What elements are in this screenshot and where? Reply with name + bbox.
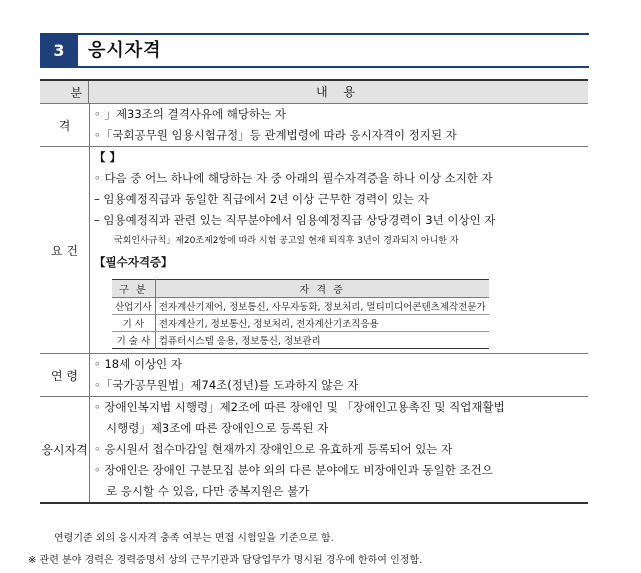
requirements-line-6: 【필수자격증】 — [94, 255, 173, 269]
note-experience: ※ 관련 분야 경력은 경력증명서 상의 근무기관과 담당업무가 명시된 경우에 한하여 인정함. — [28, 555, 423, 566]
requirements-line-3: – 임용예정직급과 동일한 직급에서 2년 이상 근무한 경력이 있는 자 — [94, 192, 429, 206]
eligibility-line-3: ◦ 응시원서 접수마감일 현재까지 장애인으로 유효하게 등록되어 있는 자 — [94, 442, 453, 456]
eligibility-table — [40, 79, 588, 504]
row-label-requirements: 요 건 — [40, 147, 90, 353]
license-header-license: 자 격 증 — [155, 280, 489, 298]
requirements-line-4: – 임용예정직과 관련 있는 직무분야에서 임용예정직급 상당경력이 3년 이상인 자 — [94, 213, 496, 227]
eligibility-line-5: 로 응시할 수 있음, 다만 중복지원은 불가 — [106, 484, 310, 498]
eligibility-line-4: ◦ 장애인은 장애인 구분모집 분야 외의 다른 분야에도 비장애인과 동일한 조건으 — [94, 463, 493, 477]
eligibility-line-2: 시행령」제3조에 따른 장애인으로 등록된 자 — [106, 421, 329, 435]
section-title: 응시자격 — [88, 40, 162, 61]
table-header-row — [40, 81, 588, 104]
header-category: 분 — [40, 81, 89, 103]
table-row — [112, 332, 489, 349]
note-age-basis: 연령기준 외의 응시자격 충족 여부는 면접 시험일을 기준으로 함. — [54, 533, 334, 544]
table-row — [112, 315, 489, 332]
row-requirements — [40, 147, 588, 354]
eligibility-line-1: ◦ 장애인복지법 시행령」제2조에 따른 장애인 및 「장애인고용촉진 및 직업재활법 — [94, 400, 505, 414]
license-table — [112, 279, 489, 349]
license-category: 기 사 — [112, 315, 155, 332]
license-header-category: 구 분 — [112, 280, 155, 298]
row-eligibility — [40, 397, 588, 502]
license-list: 컴퓨터시스템 응용, 정보통신, 정보관리 — [158, 336, 321, 347]
license-category: 산업기사 — [112, 298, 155, 315]
section-number: 3 — [40, 35, 78, 66]
qualification-line-2: ◦「국회공무원 임용시험규정」등 관계법령에 따라 응시자격이 정지된 자 — [94, 128, 457, 142]
row-qualification — [40, 104, 588, 147]
requirements-line-5: 국회인사규칙」제20조제2항에 따라 시험 공고일 현재 퇴직후 3년이 경과되지 아니한 자 — [114, 236, 459, 246]
license-list: 전자계산기, 정보통신, 정보처리, 전자계산기조직응용 — [155, 315, 489, 332]
age-line-2: ◦「국가공무원법」제74조(정년)를 도과하지 않은 자 — [94, 378, 359, 392]
requirements-line-1: 【 】 — [94, 150, 122, 164]
row-label-age: 연 령 — [40, 354, 90, 396]
qualification-line-1: ◦ 」제33조의 결격사유에 해당하는 자 — [94, 107, 286, 121]
row-label-eligibility: 응시자격 — [40, 397, 90, 502]
section-header — [40, 33, 589, 68]
table-row — [112, 298, 489, 315]
license-list: 전자계산기제어, 정보통신, 사무자동화, 정보처리, 멀티미디어콘텐츠제작전문가 — [155, 298, 489, 315]
license-category: 기 술 사 — [112, 332, 155, 349]
row-label-qualification: 격 — [40, 104, 90, 146]
header-content: 내 용 — [89, 81, 588, 103]
row-age — [40, 354, 588, 397]
age-line-1: ◦ 18세 이상인 자 — [94, 357, 182, 371]
requirements-line-2: ◦ 다음 중 어느 하나에 해당하는 자 중 아래의 필수자격증을 하나 이상 소지한 자 — [94, 171, 493, 185]
